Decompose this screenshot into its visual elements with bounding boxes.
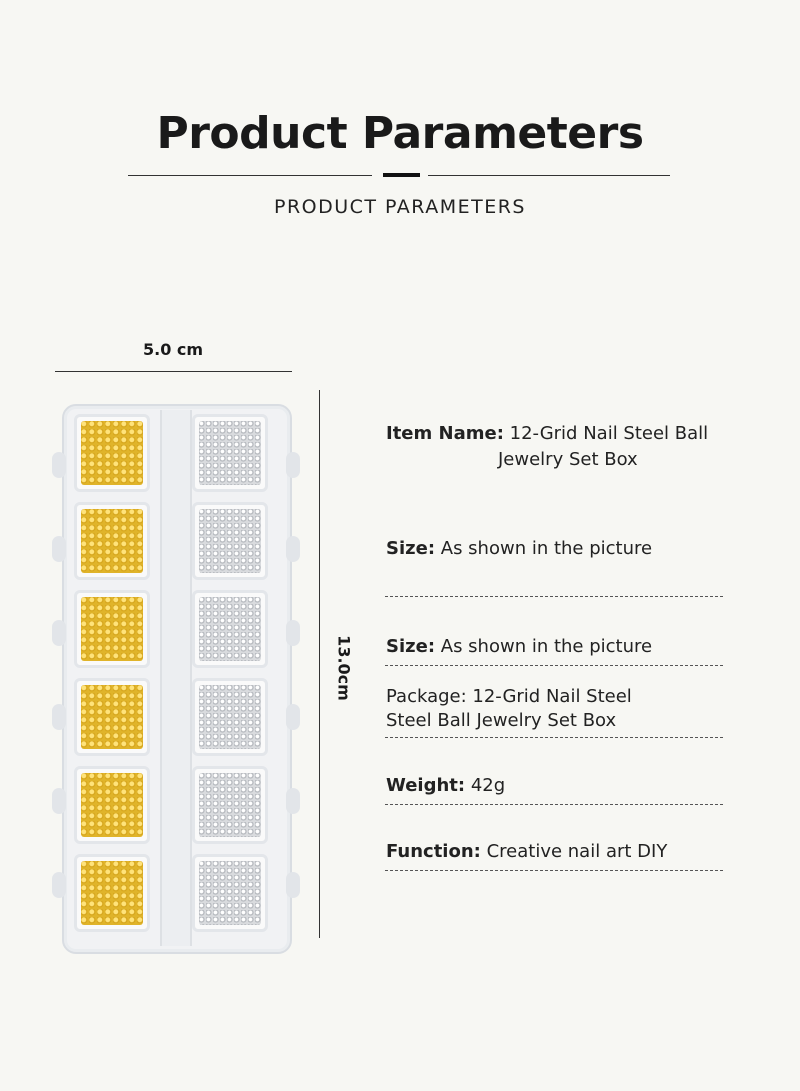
box-hinge	[52, 704, 66, 730]
title-divider-left	[128, 175, 372, 176]
spec-size-label: Size:	[386, 538, 436, 559]
height-dimension-label: 13.0cm	[334, 635, 354, 701]
gold-bead-compartment	[74, 414, 150, 492]
spec-package	[386, 685, 632, 733]
spec-size-label: Size:	[386, 636, 436, 657]
spec-function-value: Creative nail art DIY	[486, 841, 668, 862]
box-hinge	[286, 788, 300, 814]
spec-package-line1: Package: 12-Grid Nail Steel	[386, 686, 632, 707]
gold-bead-compartment	[74, 678, 150, 756]
width-dimension-line	[55, 371, 292, 372]
spec-size-value: As shown in the picture	[440, 636, 653, 657]
page-title: Product Parameters	[156, 108, 644, 159]
width-dimension-label: 5.0 cm	[143, 340, 204, 359]
title-divider-right	[428, 175, 670, 176]
spec-item-name-value-line2: Jewelry Set Box	[498, 449, 638, 470]
page-subtitle: PRODUCT PARAMETERS	[273, 196, 526, 218]
spec-function-label: Function:	[386, 841, 481, 862]
silver-bead-compartment	[192, 766, 268, 844]
gold-bead-compartment	[74, 502, 150, 580]
box-hinge	[52, 788, 66, 814]
box-hinge	[52, 452, 66, 478]
spec-weight	[386, 775, 505, 796]
spec-divider	[385, 737, 723, 738]
box-center-spine	[160, 410, 192, 946]
silver-bead-compartment	[192, 502, 268, 580]
spec-divider	[385, 596, 723, 597]
box-hinge	[286, 620, 300, 646]
silver-bead-compartment	[192, 590, 268, 668]
box-hinge	[286, 536, 300, 562]
box-hinge	[52, 536, 66, 562]
spec-item-name	[386, 421, 708, 473]
spec-size-value: As shown in the picture	[440, 538, 653, 559]
silver-bead-compartment	[192, 854, 268, 932]
silver-bead-compartment	[192, 414, 268, 492]
spec-size	[386, 538, 652, 559]
title-divider-accent	[383, 173, 420, 177]
product-image-storage-box	[62, 404, 292, 954]
spec-item-name-value-line1: 12-Grid Nail Steel Ball	[509, 423, 709, 444]
box-hinge	[52, 620, 66, 646]
gold-bead-compartment	[74, 590, 150, 668]
box-hinge	[286, 452, 300, 478]
silver-bead-compartment	[192, 678, 268, 756]
spec-divider	[385, 804, 723, 805]
spec-weight-label: Weight:	[386, 775, 466, 796]
spec-package-line2: Steel Ball Jewelry Set Box	[386, 710, 617, 731]
spec-item-name-label: Item Name:	[386, 423, 504, 444]
box-hinge	[286, 872, 300, 898]
spec-divider	[385, 870, 723, 871]
height-dimension-line	[319, 390, 320, 938]
spec-function	[386, 841, 667, 862]
gold-bead-compartment	[74, 766, 150, 844]
gold-bead-compartment	[74, 854, 150, 932]
spec-weight-value: 42g	[470, 775, 506, 796]
spec-divider	[385, 665, 723, 666]
box-hinge	[286, 704, 300, 730]
box-hinge	[52, 872, 66, 898]
spec-size-secondary	[386, 636, 652, 657]
